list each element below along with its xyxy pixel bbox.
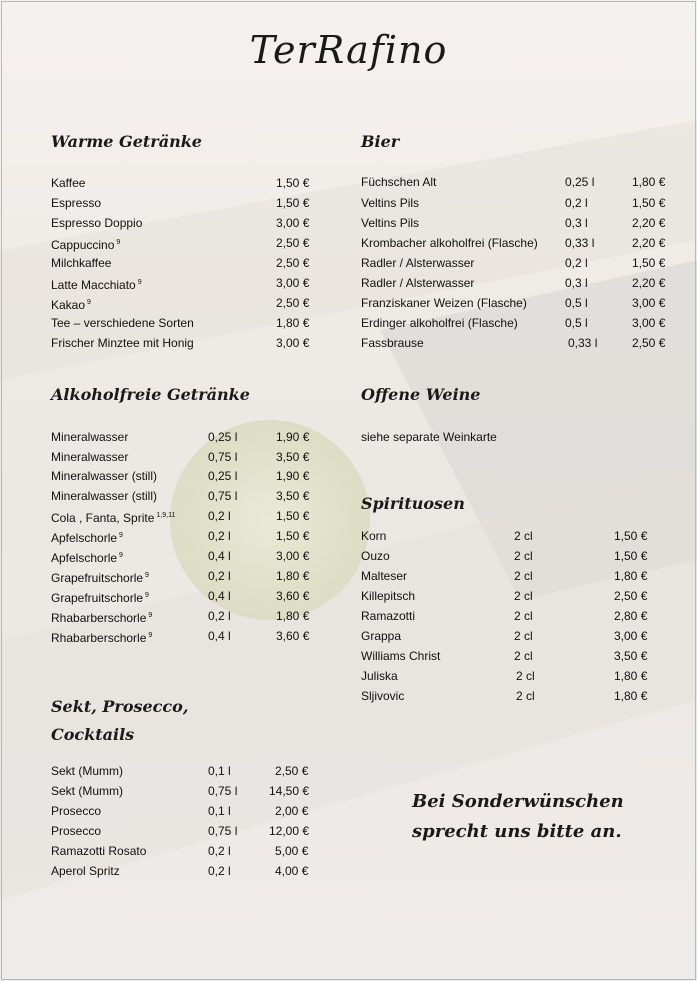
item-name: Sekt (Mumm)	[51, 764, 123, 778]
item-name: Sljivovic	[361, 689, 405, 703]
item-price: 2,20 €	[632, 216, 666, 230]
item-name: Ouzo	[361, 549, 390, 563]
item-price: 1,80 €	[614, 689, 648, 703]
heading-line: Cocktails	[51, 725, 135, 744]
item-name: Apfelschorle $^9$	[51, 531, 123, 545]
item-name: Grapefruitschorle $^9$	[51, 591, 149, 605]
item-name: Cola , Fanta, Sprite $^{1,9,11}$	[51, 511, 176, 525]
item-name: Milchkaffee	[51, 256, 112, 270]
closing-line: Bei Sonderwünschen	[412, 791, 624, 812]
item-name: Killepitsch	[361, 589, 416, 603]
item-name: Veltins Pils	[361, 216, 420, 230]
item-size: 0,5 l	[565, 316, 588, 330]
item-size: 2 cl	[514, 629, 533, 643]
item-size: 0,25 l	[208, 430, 238, 444]
item-size: 2 cl	[514, 649, 533, 663]
item-size: 2 cl	[514, 549, 533, 563]
item-name: Williams Christ	[361, 649, 441, 663]
item-price: 2,00 €	[275, 804, 309, 818]
item-name: Cappuccino $^9$	[51, 238, 121, 252]
item-name: Grappa	[361, 629, 402, 643]
item-size: 0,25 l	[208, 469, 238, 483]
item-name: Korn	[361, 529, 387, 543]
closing-line: sprecht uns bitte an.	[412, 821, 622, 842]
item-size: 2 cl	[516, 689, 535, 703]
item-size: 0,4 l	[208, 589, 231, 603]
item-size: 2 cl	[514, 529, 533, 543]
item-price: 4,00 €	[275, 864, 309, 878]
item-price: 1,50 €	[276, 509, 310, 523]
item-price: 3,50 €	[276, 450, 310, 464]
item-size: 0,75 l	[208, 784, 238, 798]
item-size: 0,2 l	[565, 256, 588, 270]
section-heading-sekt	[51, 693, 188, 749]
item-name: Mineralwasser (still)	[51, 489, 158, 503]
item-size: 2 cl	[514, 589, 533, 603]
item-price: 14,50 €	[269, 784, 310, 798]
item-name: Radler / Alsterwasser	[361, 256, 475, 270]
item-name: Apfelschorle $^9$	[51, 551, 123, 565]
section-heading-softdrinks: Alkoholfreie Getränke	[51, 385, 250, 404]
item-name: Füchschen Alt	[361, 175, 437, 189]
item-name: Espresso Doppio	[51, 216, 143, 230]
section-heading-weine: Offene Weine	[361, 385, 481, 404]
item-price: 1,50 €	[614, 529, 648, 543]
item-price: 3,00 €	[632, 296, 666, 310]
section-heading-spirits: Spirituosen	[361, 494, 465, 513]
item-size: 0,33 l	[568, 336, 598, 350]
item-size: 0,2 l	[208, 509, 231, 523]
item-size: 0,2 l	[208, 609, 231, 623]
item-name: Mineralwasser	[51, 450, 129, 464]
item-name: Mineralwasser (still)	[51, 469, 158, 483]
item-name: Frischer Minztee mit Honig	[51, 336, 194, 350]
item-price: 1,90 €	[276, 469, 310, 483]
item-price: 12,00 €	[269, 824, 310, 838]
item-name: Rhabarberschorle $^9$	[51, 611, 153, 625]
item-price: 1,50 €	[632, 196, 666, 210]
item-price: 3,00 €	[276, 216, 310, 230]
item-size: 0,2 l	[208, 844, 231, 858]
item-size: 2 cl	[516, 669, 535, 683]
item-price: 2,80 €	[614, 609, 648, 623]
item-price: 3,00 €	[614, 629, 648, 643]
item-name: Tee – verschiedene Sorten	[51, 316, 194, 330]
item-name: Franziskaner Weizen (Flasche)	[361, 296, 527, 310]
item-name: Juliska	[361, 669, 398, 683]
wine-list-note: siehe separate Weinkarte	[361, 430, 497, 444]
item-size: 0,33 l	[565, 236, 595, 250]
item-name: Kaffee	[51, 176, 86, 190]
item-name: Prosecco	[51, 824, 102, 838]
item-size: 0,75 l	[208, 450, 238, 464]
item-price: 3,00 €	[632, 316, 666, 330]
item-size: 0,75 l	[208, 489, 238, 503]
item-name: Radler / Alsterwasser	[361, 276, 475, 290]
item-price: 2,50 €	[614, 589, 648, 603]
item-price: 3,60 €	[276, 629, 310, 643]
item-name: Krombacher alkoholfrei (Flasche)	[361, 236, 538, 250]
item-price: 3,50 €	[276, 489, 310, 503]
item-name: Ramazotti Rosato	[51, 844, 147, 858]
item-price: 1,80 €	[276, 316, 310, 330]
item-name: Veltins Pils	[361, 196, 420, 210]
item-name: Fassbrause	[361, 336, 424, 350]
item-price: 2,20 €	[632, 276, 666, 290]
item-name: Erdinger alkoholfrei (Flasche)	[361, 316, 518, 330]
item-name: Mineralwasser	[51, 430, 129, 444]
item-name: Latte Macchiato $^9$	[51, 278, 142, 292]
item-name: Aperol Spritz	[51, 864, 120, 878]
item-price: 2,50 €	[632, 336, 666, 350]
item-name: Ramazotti	[361, 609, 416, 623]
item-name: Prosecco	[51, 804, 102, 818]
item-price: 1,80 €	[276, 609, 310, 623]
item-name: Grapefruitschorle $^9$	[51, 571, 149, 585]
item-name: Malteser	[361, 569, 408, 583]
item-size: 0,2 l	[208, 569, 231, 583]
item-size: 0,1 l	[208, 804, 231, 818]
item-size: 0,5 l	[565, 296, 588, 310]
section-heading-warm: Warme Getränke	[51, 132, 202, 151]
item-size: 0,25 l	[565, 175, 595, 189]
item-price: 2,50 €	[275, 764, 309, 778]
item-price: 1,50 €	[276, 176, 310, 190]
item-price: 2,50 €	[276, 236, 310, 250]
item-size: 0,4 l	[208, 629, 231, 643]
item-price: 2,20 €	[632, 236, 666, 250]
item-size: 0,75 l	[208, 824, 238, 838]
section-heading-bier: Bier	[361, 132, 400, 151]
item-size: 0,4 l	[208, 549, 231, 563]
item-price: 2,50 €	[276, 296, 310, 310]
item-price: 1,80 €	[276, 569, 310, 583]
item-size: 0,2 l	[565, 196, 588, 210]
item-price: 1,50 €	[614, 549, 648, 563]
item-size: 0,2 l	[208, 529, 231, 543]
item-price: 1,80 €	[614, 669, 648, 683]
item-name: Rhabarberschorle $^9$	[51, 631, 153, 645]
item-price: 3,60 €	[276, 589, 310, 603]
item-price: 1,50 €	[276, 529, 310, 543]
item-name: Espresso	[51, 196, 102, 210]
item-price: 1,50 €	[632, 256, 666, 270]
closing-note	[412, 787, 624, 847]
item-size: 0,1 l	[208, 764, 231, 778]
item-name: Sekt (Mumm)	[51, 784, 123, 798]
item-size: 0,2 l	[208, 864, 231, 878]
item-price: 3,50 €	[614, 649, 648, 663]
item-size: 0,3 l	[565, 216, 588, 230]
item-price: 1,80 €	[614, 569, 648, 583]
item-size: 2 cl	[514, 569, 533, 583]
item-price: 3,00 €	[276, 336, 310, 350]
item-size: 0,3 l	[565, 276, 588, 290]
heading-line: Sekt, Prosecco,	[51, 697, 189, 716]
item-price: 3,00 €	[276, 276, 310, 290]
item-price: 5,00 €	[275, 844, 309, 858]
item-price: 3,00 €	[276, 549, 310, 563]
item-price: 1,50 €	[276, 196, 310, 210]
restaurant-title: TerRafino	[249, 28, 448, 72]
item-name: Kakao $^9$	[51, 298, 91, 312]
item-price: 2,50 €	[276, 256, 310, 270]
item-size: 2 cl	[514, 609, 533, 623]
item-price: 1,90 €	[276, 430, 310, 444]
item-price: 1,80 €	[632, 175, 666, 189]
